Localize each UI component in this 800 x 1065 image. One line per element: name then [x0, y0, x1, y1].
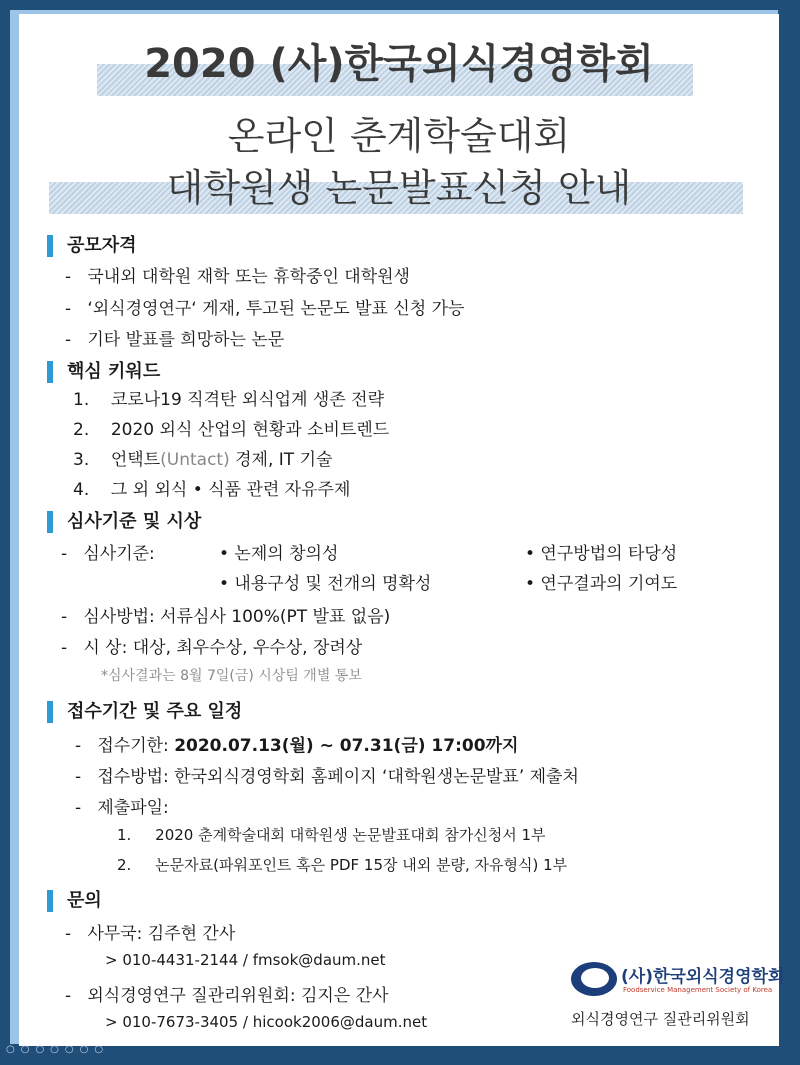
review-method: - 심사방법: 서류심사 100%(PT 발표 없음) [61, 607, 391, 627]
contact-committee: - 외식경영연구 질관리위원회: 김지은 간사 [65, 986, 389, 1006]
section-marker [47, 511, 53, 533]
section-marker [47, 701, 53, 723]
page-subtitle: 온라인 춘계학술대회 대학원생 논문발표신청 안내 [166, 114, 632, 210]
deadline-line: - 접수기한: 2020.07.13(월) ~ 07.31(금) 17:00까지 [75, 736, 519, 756]
section-heading-schedule: 접수기간 및 주요 일정 [47, 697, 242, 723]
contact-office-detail: > 010-4431-2144 / fmsok@daum.net [105, 951, 386, 969]
eligibility-item: - 국내외 대학원 재학 또는 휴학중인 대학원생 [65, 267, 410, 287]
criteria-item: • 논제의 창의성 [219, 544, 339, 564]
criteria-item: • 연구결과의 기여도 [525, 574, 678, 594]
page-title: 2020 (사)한국외식경영학회 [144, 41, 654, 87]
criteria-item: • 연구방법의 타당성 [525, 544, 678, 564]
keyword-item: 1. 코로나19 직격탄 외식업계 생존 전략 [73, 390, 385, 410]
criteria-label: - 심사기준: [61, 544, 155, 564]
section-heading-keywords: 핵심 키워드 [47, 357, 160, 383]
contact-committee-detail: > 010-7673-3405 / hicook2006@daum.net [105, 1013, 428, 1031]
section-heading-contact: 문의 [47, 886, 102, 912]
poster-page [19, 14, 785, 1046]
eligibility-item: - ‘외식경영연구‘ 게재, 투고된 논문도 발표 신청 가능 [65, 299, 465, 319]
review-note: *심사결과는 8월 7일(금) 시상팀 개별 통보 [101, 668, 362, 684]
section-heading-criteria: 심사기준 및 시상 [47, 507, 201, 533]
criteria-item: • 내용구성 및 전개의 명확성 [219, 574, 432, 594]
committee-name: 외식경영연구 질관리위원회 [571, 1010, 750, 1028]
eligibility-item: - 기타 발표를 희망하는 논문 [65, 330, 285, 350]
keyword-item: 4. 그 외 외식 • 식품 관련 자유주제 [73, 480, 351, 500]
section-heading-eligibility: 공모자격 [47, 231, 137, 257]
deadline-value: 2020.07.13(월) ~ 07.31(금) 17:00까지 [174, 736, 519, 756]
keyword-item: 3. 언택트(Untact) 경제, IT 기술 [73, 450, 333, 470]
file-item: 1. 2020 춘계학술대회 대학원생 논문발표대회 참가신청서 1부 [117, 826, 546, 844]
award-line: - 시 상: 대상, 최우수상, 우수상, 장려상 [61, 638, 363, 658]
section-marker [47, 890, 53, 912]
keyword-item: 2. 2020 외식 산업의 현황과 소비트렌드 [73, 420, 390, 440]
contact-office: - 사무국: 김주현 간사 [65, 924, 236, 944]
logo-emblem [571, 962, 617, 996]
share-icons-strip: ○○○○○○○ [6, 1044, 110, 1055]
section-marker [47, 361, 53, 383]
files-label: - 제출파일: [75, 798, 169, 818]
society-logo: (사)한국외식경영학회 Foodservice Management Society of Korea [571, 962, 771, 1002]
file-item: 2. 논문자료(파워포인트 혹은 PDF 15장 내외 분량, 자유형식) 1부 [117, 856, 568, 874]
submission-method: - 접수방법: 한국외식경영학회 홈페이지 ‘대학원생논문발표’ 제출처 [75, 767, 579, 787]
section-marker [47, 235, 53, 257]
